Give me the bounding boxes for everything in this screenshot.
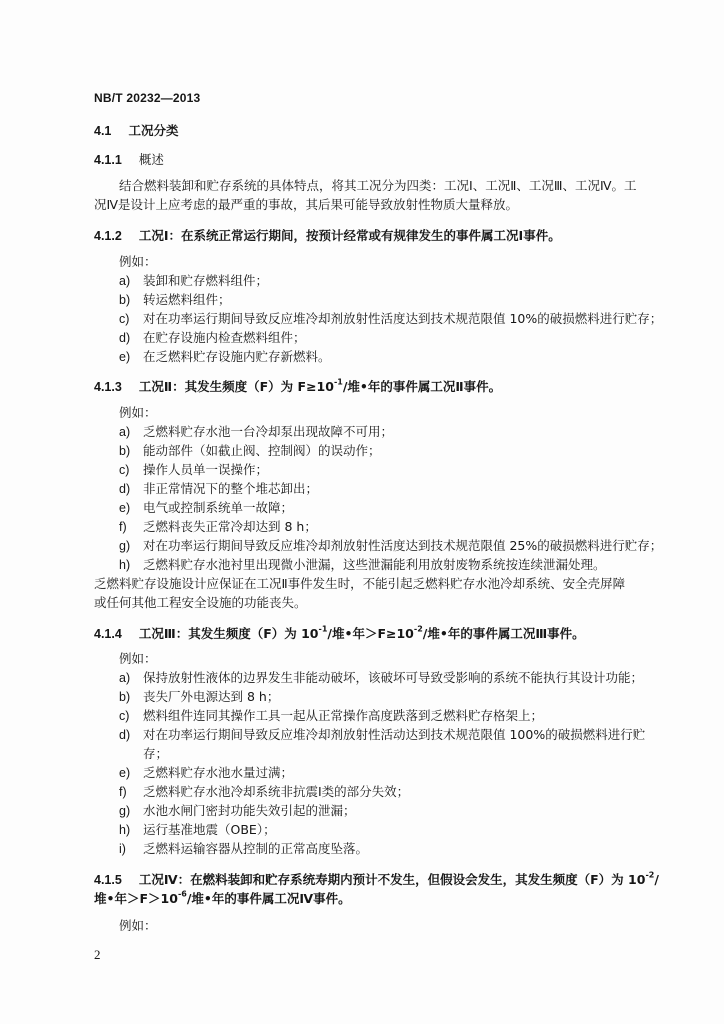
section-number: 4.1.4 — [94, 627, 122, 641]
exponent: -1 — [333, 377, 343, 387]
list-item-label: b) — [119, 293, 131, 307]
section-4-1-5-heading-line-2 — [94, 890, 351, 906]
example-label: 例如： — [119, 254, 157, 269]
list-item — [119, 313, 662, 326]
list-item-label: f) — [119, 785, 127, 799]
list-item-label: e) — [119, 501, 131, 515]
list-item-label: a) — [119, 425, 131, 439]
list-item-text: 乏燃料贮存水池衬里出现微小泄漏，这些泄漏能利用放射废物系统按连续泄漏处理。 — [143, 557, 606, 572]
list-item-text: 对在功率运行期间导致反应堆冷却剂放射性活度达到技术规范限值 25%的破损燃料进行贮存； — [143, 538, 663, 553]
section-number: 4.1 — [94, 124, 112, 138]
section-title-part: 堆•年＞F＞10 — [94, 891, 178, 906]
list-item-text: 水池水闸门密封功能失效引起的泄漏； — [143, 803, 356, 818]
section-4-1-4-heading — [94, 625, 585, 641]
list-item-text: 能动部件（如截止阀、控制阀）的误动作； — [143, 443, 381, 458]
list-item — [119, 691, 279, 704]
example-label: 例如： — [119, 405, 157, 420]
list-item-text: 乏燃料运输容器从控制的正常高度坠落。 — [143, 841, 369, 856]
section-4-1-3-heading — [94, 378, 501, 394]
section-title: 工况分类 — [128, 123, 179, 138]
list-item-text: 对在功率运行期间导致反应堆冷却剂放射性活动达到技术规范限值 100%的破损燃料进行贮 — [143, 727, 646, 742]
list-item-text: 存； — [143, 746, 169, 761]
example-label: 例如： — [119, 918, 157, 933]
section-title: 概述 — [138, 152, 164, 167]
list-item-text: 对在功率运行期间导致反应堆冷却剂放射性活度达到技术规范限值 10%的破损燃料进行贮存； — [143, 311, 663, 326]
list-item-text: 运行基准地震（OBE）； — [143, 822, 276, 837]
list-item-label: a) — [119, 671, 131, 685]
list-item — [119, 464, 268, 477]
list-item-text: 燃料组件连同其操作工具一起从正常操作高度跌落到乏燃料贮存格架上； — [143, 708, 544, 723]
exponent: -2 — [645, 870, 655, 880]
list-item-label: h) — [119, 558, 131, 572]
list-item — [119, 540, 662, 553]
list-item-text: 非正常情况下的整个堆芯卸出； — [143, 481, 319, 496]
list-item-text: 乏燃料贮存水池水量过满； — [143, 765, 294, 780]
list-item-label: g) — [119, 804, 131, 818]
overview-paragraph-line-2: 况Ⅳ是设计上应考虑的最严重的事故，其后果可能导致放射性物质大量释放。 — [94, 197, 519, 212]
list-item-label: c) — [119, 709, 130, 723]
list-item-text: 丧失厂外电源达到 8 h； — [143, 689, 280, 704]
list-item — [119, 275, 268, 288]
section-4-1-5-heading — [94, 871, 659, 887]
list-item-text: 乏燃料贮存水池一台冷却泵出现故障不可用； — [143, 424, 394, 439]
section-title-part: 工况Ⅲ：其发生频度（F）为 10 — [138, 626, 319, 641]
list-item-label: e) — [119, 350, 131, 364]
list-item-label: i) — [119, 842, 126, 856]
list-item-label: c) — [119, 312, 130, 326]
list-item-text: 保持放射性液体的边界发生非能动破坏，该破坏可导致受影响的系统不能执行其设计功能； — [143, 670, 644, 685]
section-title-part: 工况Ⅳ：在燃料装卸和贮存系统寿期内预计不发生，但假设会发生，其发生频度（F）为 10 — [138, 872, 646, 887]
list-item — [119, 483, 318, 496]
list-item — [119, 767, 293, 780]
section-4-1-heading — [94, 122, 179, 138]
exponent: -1 — [318, 624, 328, 634]
page-number: 2 — [94, 947, 101, 962]
list-item — [119, 710, 543, 723]
section-number: 4.1.2 — [94, 229, 122, 243]
list-item — [119, 843, 368, 856]
list-item-text: 操作人员单一误操作； — [143, 462, 269, 477]
list-item — [119, 805, 356, 818]
list-item-text: 装卸和贮存燃料组件； — [143, 273, 269, 288]
list-item-label: h) — [119, 823, 131, 837]
list-item — [119, 559, 606, 572]
list-item — [119, 294, 231, 307]
list-item — [119, 351, 331, 364]
list-item-text: 转运燃料组件； — [143, 292, 231, 307]
overview-paragraph-line-1: 结合燃料装卸和贮存系统的具体特点，将其工况分为四类：工况Ⅰ、工况Ⅱ、工况Ⅲ、工况Ⅳ。工 — [119, 178, 637, 193]
section-title-part: /堆•年的事件属工况Ⅲ事件。 — [422, 626, 585, 641]
document-code-header: NB/T 20232—2013 — [94, 91, 201, 105]
list-item — [119, 332, 306, 345]
section-4-1-2-heading — [94, 227, 561, 243]
list-item-label: d) — [119, 728, 131, 742]
list-item-label: c) — [119, 463, 130, 477]
list-item-label: f) — [119, 520, 127, 534]
list-item-text: 在贮存设施内检查燃料组件； — [143, 330, 306, 345]
list-item — [119, 502, 293, 515]
design-paragraph-line-2: 或任何其他工程安全设施的功能丧失。 — [94, 595, 307, 610]
section-number: 4.1.1 — [94, 153, 122, 167]
list-item-text: 电气或控制系统单一故障； — [143, 500, 294, 515]
section-title: 工况Ⅰ：在系统正常运行期间，按预计经常或有规律发生的事件属工况Ⅰ事件。 — [138, 228, 561, 243]
design-paragraph-line-1: 乏燃料贮存设施设计应保证在工况Ⅱ事件发生时，不能引起乏燃料贮存水池冷却系统、安全壳屏障 — [94, 576, 626, 591]
list-item-text: 乏燃料贮存水池冷却系统非抗震Ⅰ类的部分失效； — [143, 784, 410, 799]
section-4-1-1-heading — [94, 151, 164, 167]
section-title-part: / — [654, 872, 659, 887]
example-label: 例如： — [119, 651, 157, 666]
list-item-text: 乏燃料丧失正常冷却达到 8 h； — [143, 519, 317, 534]
list-item-text: 在乏燃料贮存设施内贮存新燃料。 — [143, 349, 331, 364]
list-item — [119, 672, 643, 685]
list-item-label: b) — [119, 444, 131, 458]
list-item — [119, 426, 393, 439]
exponent: -2 — [413, 624, 423, 634]
list-item — [119, 445, 381, 458]
list-item-continuation — [119, 748, 168, 761]
list-item — [119, 786, 409, 799]
list-item — [119, 729, 645, 742]
list-item-label: g) — [119, 539, 131, 553]
list-item-label: d) — [119, 331, 131, 345]
list-item-label: a) — [119, 274, 131, 288]
list-item — [119, 521, 317, 534]
section-title-part: 工况Ⅱ：其发生频度（F）为 F≥10 — [138, 379, 334, 394]
list-item — [119, 824, 276, 837]
section-title-part: /堆•年＞F≥10 — [327, 626, 414, 641]
section-title-part: /堆•年的事件属工况Ⅱ事件。 — [342, 379, 502, 394]
list-item-label: e) — [119, 766, 131, 780]
section-number: 4.1.3 — [94, 380, 122, 394]
list-item-label: d) — [119, 482, 131, 496]
list-item-label: b) — [119, 690, 131, 704]
section-title-part: /堆•年的事件属工况Ⅳ事件。 — [186, 891, 351, 906]
section-number: 4.1.5 — [94, 873, 122, 887]
exponent: -6 — [177, 889, 187, 899]
